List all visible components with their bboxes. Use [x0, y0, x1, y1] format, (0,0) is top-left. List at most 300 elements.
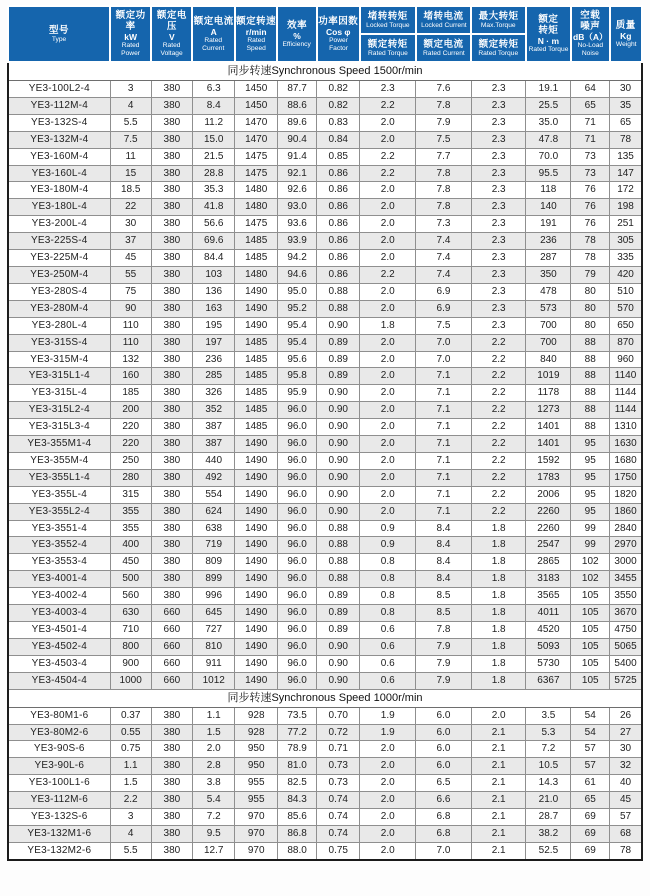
value-cell: 1000 — [110, 672, 151, 689]
value-cell: 105 — [571, 638, 610, 655]
col-header-rated-torque — [526, 6, 571, 62]
value-cell: 3000 — [610, 554, 642, 571]
value-cell: 105 — [571, 605, 610, 622]
value-cell: 387 — [192, 436, 234, 453]
value-cell: 1470 — [235, 131, 277, 148]
value-cell: 1.8 — [471, 672, 526, 689]
col-header-locked-current — [416, 6, 472, 34]
value-cell: 71 — [571, 131, 610, 148]
value-cell: 0.89 — [317, 622, 360, 639]
value-cell: 25.5 — [526, 97, 571, 114]
value-cell: 450 — [110, 554, 151, 571]
table-row — [8, 775, 642, 792]
value-cell: 1630 — [610, 436, 642, 453]
col-header-power-factor — [317, 6, 360, 62]
value-cell: 105 — [571, 622, 610, 639]
value-cell: 420 — [610, 266, 642, 283]
table-row — [8, 809, 642, 826]
value-cell: 47.8 — [526, 131, 571, 148]
col-en: No-Load Noise — [577, 42, 604, 57]
value-cell: 96.0 — [277, 520, 316, 537]
value-cell: 96.0 — [277, 605, 316, 622]
section-title: 同步转速Synchronous Speed 1500r/min — [8, 62, 642, 81]
value-cell: 95.4 — [277, 334, 316, 351]
value-cell: 2.0 — [360, 334, 416, 351]
value-cell: 1.8 — [471, 605, 526, 622]
model-cell: YE3-180L-4 — [8, 199, 110, 216]
value-cell: 118 — [526, 182, 571, 199]
value-cell: 41.8 — [192, 199, 234, 216]
table-row — [8, 655, 642, 672]
col-en: Rated Current — [422, 49, 465, 57]
value-cell: 3455 — [610, 571, 642, 588]
value-cell: 88.0 — [277, 842, 316, 859]
value-cell: 719 — [192, 537, 234, 554]
value-cell: 2.0 — [360, 368, 416, 385]
col-en: Rated Speed — [246, 36, 266, 52]
col-header-type-en: Type — [51, 35, 67, 43]
table-row — [8, 317, 642, 334]
value-cell: 996 — [192, 588, 234, 605]
value-cell: 90.4 — [277, 131, 316, 148]
value-cell: 380 — [151, 334, 192, 351]
value-cell: 0.8 — [360, 588, 416, 605]
value-cell: 287 — [526, 250, 571, 267]
table-row — [8, 554, 642, 571]
col-en: Rated Power — [121, 42, 141, 57]
value-cell: 2.0 — [360, 792, 416, 809]
value-cell: 88 — [571, 402, 610, 419]
value-cell: 96.0 — [277, 554, 316, 571]
value-cell: 0.73 — [317, 775, 360, 792]
value-cell: 7.1 — [416, 503, 472, 520]
value-cell: 900 — [110, 655, 151, 672]
value-cell: 0.37 — [110, 707, 151, 724]
value-cell: 970 — [235, 809, 277, 826]
value-cell: 2.8 — [192, 758, 234, 775]
value-cell: 4 — [110, 97, 151, 114]
value-cell: 85.6 — [277, 809, 316, 826]
value-cell: 1490 — [235, 452, 277, 469]
value-cell: 11 — [110, 148, 151, 165]
value-cell: 73 — [571, 148, 610, 165]
col-header-noise — [571, 6, 610, 62]
motor-spec-table — [7, 5, 643, 861]
col-zh: 额定电流 — [423, 38, 464, 50]
value-cell: 0.86 — [317, 199, 360, 216]
value-cell: 5093 — [526, 638, 571, 655]
value-cell: 0.8 — [360, 554, 416, 571]
value-cell: 96.0 — [277, 452, 316, 469]
value-cell: 0.90 — [317, 672, 360, 689]
value-cell: 0.89 — [317, 368, 360, 385]
value-cell: 2865 — [526, 554, 571, 571]
value-cell: 96.0 — [277, 672, 316, 689]
value-cell: 0.86 — [317, 266, 360, 283]
value-cell: 380 — [151, 520, 192, 537]
value-cell: 220 — [110, 436, 151, 453]
value-cell: 387 — [192, 419, 234, 436]
value-cell: 911 — [192, 655, 234, 672]
value-cell: 65 — [571, 97, 610, 114]
value-cell: 0.88 — [317, 283, 360, 300]
value-cell: 2.3 — [471, 216, 526, 233]
value-cell: 2.1 — [471, 724, 526, 741]
value-cell: 7.0 — [416, 351, 472, 368]
col-en: Efficiency — [282, 40, 312, 48]
section-row — [8, 62, 642, 81]
value-cell: 4011 — [526, 605, 571, 622]
table-row — [8, 266, 642, 283]
value-cell: 110 — [110, 334, 151, 351]
table-row — [8, 724, 642, 741]
value-cell: 2.2 — [471, 368, 526, 385]
value-cell: 970 — [235, 825, 277, 842]
value-cell: 1490 — [235, 537, 277, 554]
value-cell: 2.0 — [360, 486, 416, 503]
value-cell: 78 — [610, 131, 642, 148]
model-cell: YE3-132M-4 — [8, 131, 110, 148]
value-cell: 7.3 — [416, 216, 472, 233]
value-cell: 1490 — [235, 655, 277, 672]
value-cell: 380 — [151, 199, 192, 216]
table-row — [8, 571, 642, 588]
col-zh: 额定转矩 — [478, 38, 519, 50]
value-cell: 2547 — [526, 537, 571, 554]
model-cell: YE3-355L1-4 — [8, 469, 110, 486]
value-cell: 380 — [151, 486, 192, 503]
value-cell: 5730 — [526, 655, 571, 672]
value-cell: 0.90 — [317, 655, 360, 672]
value-cell: 93.9 — [277, 233, 316, 250]
value-cell: 380 — [151, 385, 192, 402]
value-cell: 660 — [151, 655, 192, 672]
value-cell: 8.4 — [416, 520, 472, 537]
value-cell: 400 — [110, 537, 151, 554]
value-cell: 2.3 — [471, 300, 526, 317]
value-cell: 96.0 — [277, 436, 316, 453]
value-cell: 1820 — [610, 486, 642, 503]
value-cell: 135 — [610, 148, 642, 165]
value-cell: 3.5 — [526, 707, 571, 724]
value-cell: 7.1 — [416, 368, 472, 385]
value-cell: 14.3 — [526, 775, 571, 792]
value-cell: 380 — [151, 351, 192, 368]
value-cell: 84.4 — [192, 250, 234, 267]
model-cell: YE3-90S-6 — [8, 741, 110, 758]
value-cell: 0.89 — [317, 334, 360, 351]
model-cell: YE3-315L3-4 — [8, 419, 110, 436]
col-unit: % — [293, 30, 301, 41]
table-header — [8, 6, 642, 62]
value-cell: 1144 — [610, 402, 642, 419]
value-cell: 660 — [151, 622, 192, 639]
value-cell: 102 — [571, 571, 610, 588]
value-cell: 380 — [151, 537, 192, 554]
value-cell: 960 — [610, 351, 642, 368]
value-cell: 92.6 — [277, 182, 316, 199]
value-cell: 560 — [110, 588, 151, 605]
value-cell: 94.2 — [277, 250, 316, 267]
value-cell: 95.8 — [277, 368, 316, 385]
col-zh: 效率 — [287, 19, 308, 31]
value-cell: 380 — [151, 809, 192, 826]
table-row — [8, 283, 642, 300]
value-cell: 2260 — [526, 503, 571, 520]
value-cell: 6.0 — [416, 724, 472, 741]
value-cell: 1480 — [235, 182, 277, 199]
value-cell: 0.84 — [317, 131, 360, 148]
value-cell: 88 — [571, 385, 610, 402]
value-cell: 2.0 — [360, 775, 416, 792]
value-cell: 105 — [571, 588, 610, 605]
value-cell: 0.88 — [317, 554, 360, 571]
value-cell: 0.88 — [317, 571, 360, 588]
value-cell: 1450 — [235, 81, 277, 98]
value-cell: 380 — [151, 588, 192, 605]
value-cell: 2.2 — [360, 165, 416, 182]
col-zh: 额定转速 — [236, 15, 277, 27]
value-cell: 0.90 — [317, 638, 360, 655]
value-cell: 103 — [192, 266, 234, 283]
value-cell: 2.3 — [471, 233, 526, 250]
table-row — [8, 486, 642, 503]
value-cell: 0.89 — [317, 588, 360, 605]
value-cell: 93.6 — [277, 216, 316, 233]
col-header-max-torque-denominator — [471, 34, 526, 62]
model-cell: YE3-280M-4 — [8, 300, 110, 317]
value-cell: 380 — [151, 707, 192, 724]
value-cell: 7.8 — [416, 165, 472, 182]
value-cell: 7.5 — [416, 131, 472, 148]
value-cell: 73 — [571, 165, 610, 182]
table-row — [8, 165, 642, 182]
value-cell: 1.8 — [471, 554, 526, 571]
value-cell: 185 — [110, 385, 151, 402]
section-row — [8, 689, 642, 707]
value-cell: 195 — [192, 317, 234, 334]
value-cell: 1470 — [235, 114, 277, 131]
model-cell: YE3-315M-4 — [8, 351, 110, 368]
value-cell: 2.0 — [360, 250, 416, 267]
value-cell: 0.73 — [317, 758, 360, 775]
value-cell: 1485 — [235, 368, 277, 385]
value-cell: 78 — [610, 842, 642, 859]
col-header-locked-torque-denominator — [360, 34, 416, 62]
col-unit: Cos φ — [326, 26, 351, 37]
value-cell: 0.90 — [317, 452, 360, 469]
value-cell: 18.5 — [110, 182, 151, 199]
value-cell: 57 — [571, 758, 610, 775]
value-cell: 2.1 — [471, 741, 526, 758]
value-cell: 88.6 — [277, 97, 316, 114]
col-en: Power Factor — [328, 36, 348, 52]
value-cell: 55 — [110, 266, 151, 283]
table-row — [8, 825, 642, 842]
value-cell: 1480 — [235, 266, 277, 283]
value-cell: 380 — [151, 825, 192, 842]
value-cell: 2.0 — [360, 842, 416, 859]
value-cell: 0.89 — [317, 351, 360, 368]
value-cell: 1490 — [235, 571, 277, 588]
col-header-locked-torque — [360, 6, 416, 34]
value-cell: 1273 — [526, 402, 571, 419]
value-cell: 2.0 — [360, 402, 416, 419]
value-cell: 28.7 — [526, 809, 571, 826]
value-cell: 28.8 — [192, 165, 234, 182]
value-cell: 2.2 — [471, 436, 526, 453]
value-cell: 0.86 — [317, 182, 360, 199]
col-unit: Kg — [620, 30, 632, 41]
value-cell: 80 — [571, 300, 610, 317]
model-cell: YE3-132M2-6 — [8, 842, 110, 859]
model-cell: YE3-355M-4 — [8, 452, 110, 469]
value-cell: 0.86 — [317, 216, 360, 233]
value-cell: 79 — [571, 266, 610, 283]
value-cell: 7.8 — [416, 97, 472, 114]
model-cell: YE3-250M-4 — [8, 266, 110, 283]
value-cell: 9.5 — [192, 825, 234, 842]
value-cell: 2.2 — [360, 148, 416, 165]
value-cell: 8.5 — [416, 605, 472, 622]
value-cell: 95.4 — [277, 317, 316, 334]
value-cell: 2.0 — [360, 741, 416, 758]
value-cell: 2.0 — [360, 503, 416, 520]
value-cell: 96.0 — [277, 486, 316, 503]
value-cell: 0.71 — [317, 741, 360, 758]
value-cell: 7.6 — [416, 81, 472, 98]
value-cell: 26 — [610, 707, 642, 724]
col-unit: V — [169, 32, 175, 42]
value-cell: 197 — [192, 334, 234, 351]
value-cell: 5.5 — [110, 114, 151, 131]
value-cell: 380 — [151, 436, 192, 453]
value-cell: 0.86 — [317, 250, 360, 267]
value-cell: 0.9 — [360, 537, 416, 554]
value-cell: 0.90 — [317, 486, 360, 503]
value-cell: 380 — [151, 182, 192, 199]
value-cell: 1490 — [235, 300, 277, 317]
col-zh: 额定电流 — [193, 15, 234, 27]
col-en: Rated Voltage — [160, 42, 183, 57]
value-cell: 2.0 — [360, 351, 416, 368]
model-cell: YE3-132M1-6 — [8, 825, 110, 842]
value-cell: 1490 — [235, 520, 277, 537]
value-cell: 88 — [571, 419, 610, 436]
value-cell: 1.1 — [110, 758, 151, 775]
value-cell: 1490 — [235, 672, 277, 689]
value-cell: 1485 — [235, 419, 277, 436]
value-cell: 1.8 — [471, 622, 526, 639]
value-cell: 64 — [571, 81, 610, 98]
col-en: Locked Current — [420, 21, 467, 29]
value-cell: 1144 — [610, 385, 642, 402]
value-cell: 1475 — [235, 216, 277, 233]
value-cell: 78 — [571, 233, 610, 250]
model-cell: YE3-3551-4 — [8, 520, 110, 537]
value-cell: 1.8 — [471, 655, 526, 672]
value-cell: 1860 — [610, 503, 642, 520]
value-cell: 88 — [571, 351, 610, 368]
value-cell: 0.82 — [317, 97, 360, 114]
value-cell: 380 — [151, 741, 192, 758]
value-cell: 96.0 — [277, 537, 316, 554]
value-cell: 0.90 — [317, 436, 360, 453]
value-cell: 1.8 — [471, 638, 526, 655]
col-en: Max.Torque — [481, 21, 517, 29]
value-cell: 1680 — [610, 452, 642, 469]
value-cell: 2.3 — [471, 266, 526, 283]
model-cell: YE3-80M1-6 — [8, 707, 110, 724]
value-cell: 0.6 — [360, 655, 416, 672]
value-cell: 7.5 — [110, 131, 151, 148]
col-header-type — [8, 6, 110, 62]
value-cell: 38.2 — [526, 825, 571, 842]
value-cell: 78.9 — [277, 741, 316, 758]
value-cell: 928 — [235, 724, 277, 741]
col-zh: 功率因数 — [318, 15, 359, 27]
value-cell: 80 — [571, 317, 610, 334]
value-cell: 32 — [610, 758, 642, 775]
table-row — [8, 452, 642, 469]
value-cell: 2.1 — [471, 758, 526, 775]
value-cell: 7.0 — [416, 842, 472, 859]
value-cell: 2.0 — [360, 199, 416, 216]
col-zh: 堵转转矩 — [367, 10, 408, 22]
value-cell: 7.8 — [416, 622, 472, 639]
value-cell: 1490 — [235, 588, 277, 605]
table-row — [8, 368, 642, 385]
value-cell: 2.0 — [360, 283, 416, 300]
value-cell: 6.5 — [416, 775, 472, 792]
value-cell: 2.3 — [471, 165, 526, 182]
col-en: Rated Torque — [528, 46, 569, 53]
value-cell: 2.1 — [471, 792, 526, 809]
value-cell: 1.8 — [360, 317, 416, 334]
value-cell: 1.8 — [471, 537, 526, 554]
value-cell: 0.88 — [317, 520, 360, 537]
model-cell: YE3-112M-4 — [8, 97, 110, 114]
value-cell: 0.90 — [317, 402, 360, 419]
value-cell: 0.70 — [317, 707, 360, 724]
value-cell: 727 — [192, 622, 234, 639]
value-cell: 40 — [610, 775, 642, 792]
value-cell: 96.0 — [277, 419, 316, 436]
value-cell: 0.8 — [360, 571, 416, 588]
col-zh: 最大转矩 — [478, 10, 519, 22]
value-cell: 2006 — [526, 486, 571, 503]
model-cell: YE3-355M1-4 — [8, 436, 110, 453]
value-cell: 1.1 — [192, 707, 234, 724]
value-cell: 2.0 — [360, 114, 416, 131]
value-cell: 96.0 — [277, 655, 316, 672]
value-cell: 2.3 — [471, 283, 526, 300]
value-cell: 77.2 — [277, 724, 316, 741]
value-cell: 660 — [151, 638, 192, 655]
value-cell: 69 — [571, 825, 610, 842]
value-cell: 92.1 — [277, 165, 316, 182]
value-cell: 700 — [526, 334, 571, 351]
value-cell: 136 — [192, 283, 234, 300]
value-cell: 638 — [192, 520, 234, 537]
value-cell: 2.0 — [360, 825, 416, 842]
value-cell: 82.5 — [277, 775, 316, 792]
value-cell: 251 — [610, 216, 642, 233]
value-cell: 99 — [571, 537, 610, 554]
value-cell: 37 — [110, 233, 151, 250]
value-cell: 236 — [192, 351, 234, 368]
model-cell: YE3-4003-4 — [8, 605, 110, 622]
